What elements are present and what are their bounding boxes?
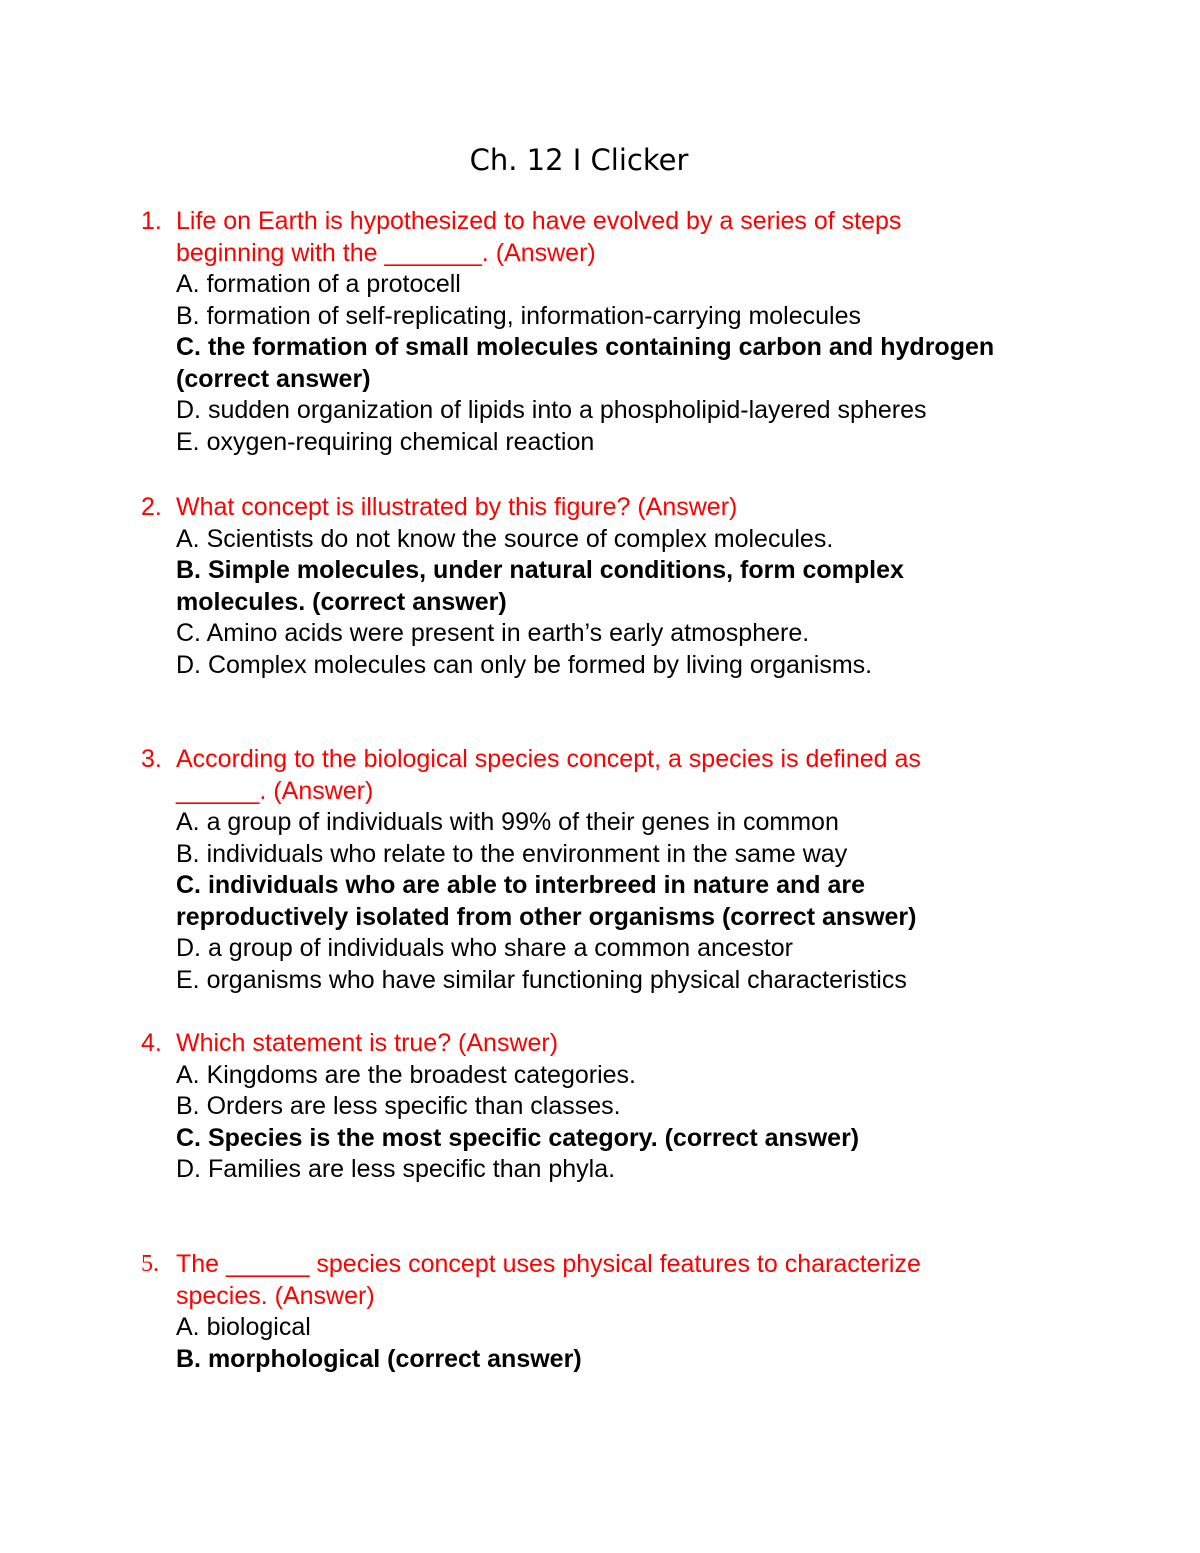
answer-option-a: A. Kingdoms are the broadest categories. — [176, 1060, 636, 1089]
answer-option-c-correct: C. the formation of small molecules containing carbon and hydrogen — [176, 333, 995, 361]
answer-option-b-correct: B. Simple molecules, under natural conditions, form complex — [176, 556, 904, 584]
question-3 — [0, 744, 1150, 996]
answer-option-c-correct: C. individuals who are able to interbreed in nature and are — [176, 871, 866, 899]
question-text-line: Life on Earth is hypothesized to have evolved by a series of steps — [176, 207, 902, 235]
answer-option-b-correct-continued: molecules. (correct answer) — [176, 587, 507, 616]
question-stem — [0, 1249, 1150, 1281]
question-number: 1. — [141, 207, 162, 235]
answer-option-c-correct-continued: reproductively isolated from other organisms (correct answer) — [176, 902, 917, 931]
question-stem — [0, 744, 1150, 776]
question-number: 5. — [141, 1251, 159, 1277]
question-number: 2. — [141, 493, 162, 521]
question-text-line: According to the biological species concept, a species is defined as — [176, 745, 921, 773]
answer-option-a: A. biological — [176, 1313, 311, 1341]
answer-option-b: B. Orders are less specific than classes. — [176, 1092, 621, 1120]
answer-option-d: D. sudden organization of lipids into a phospholipid-layered spheres — [176, 396, 927, 424]
question-stem — [0, 206, 1150, 238]
question-stem-continued — [0, 776, 1150, 808]
question-stem — [0, 1028, 1150, 1060]
answer-option-a: A. Scientists do not know the source of complex molecules. — [176, 524, 834, 553]
question-2 — [0, 492, 1150, 681]
answer-option-c-correct: C. Species is the most specific category. (correct answer) — [176, 1123, 860, 1152]
answer-option-a: A. formation of a protocell — [176, 270, 461, 298]
question-text-line: ______. (Answer) — [176, 776, 374, 805]
question-5 — [0, 1249, 1150, 1375]
question-number: 3. — [141, 745, 162, 773]
question-text-line: What concept is illustrated by this figure? (Answer) — [176, 493, 738, 521]
answer-option-d: D. Complex molecules can only be formed by living organisms. — [176, 650, 873, 679]
question-stem — [0, 492, 1150, 524]
answer-option-d: D. a group of individuals who share a common ancestor — [176, 934, 793, 962]
answer-option-d: D. Families are less specific than phyla. — [176, 1155, 616, 1183]
question-stem-continued — [0, 1281, 1150, 1313]
question-text-line: species. (Answer) — [176, 1281, 375, 1310]
question-text-line: The ______ species concept uses physical features to characterize — [176, 1250, 921, 1278]
question-text-line: beginning with the _______. (Answer) — [176, 238, 596, 267]
question-text-line: Which statement is true? (Answer) — [176, 1029, 559, 1057]
question-stem-continued — [0, 238, 1150, 270]
question-4 — [0, 1028, 1150, 1186]
answer-option-e: E. organisms who have similar functioning physical characteristics — [176, 965, 907, 994]
answer-option-c: C. Amino acids were present in earth’s early atmosphere. — [176, 619, 810, 647]
answer-option-a: A. a group of individuals with 99% of their genes in common — [176, 808, 839, 836]
answer-option-e: E. oxygen-requiring chemical reaction — [176, 427, 595, 456]
answer-option-c-correct-continued: (correct answer) — [176, 364, 371, 393]
answer-option-b: B. formation of self-replicating, information-carrying molecules — [176, 301, 861, 330]
answer-option-b: B. individuals who relate to the environment in the same way — [176, 839, 848, 868]
answer-option-b-correct: B. morphological (correct answer) — [176, 1344, 582, 1373]
question-number: 4. — [141, 1029, 162, 1057]
page-title: Ch. 12 I Clicker — [469, 143, 689, 177]
question-1 — [0, 206, 1150, 458]
